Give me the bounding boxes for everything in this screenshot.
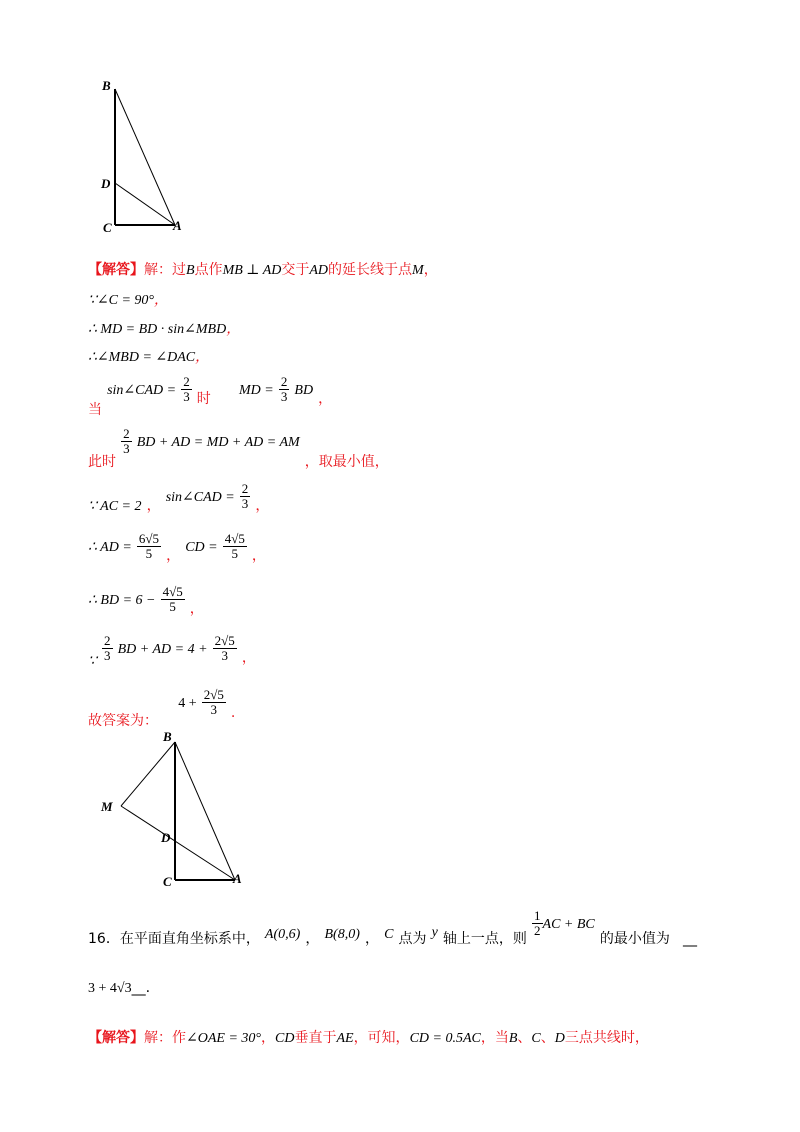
label-D: D <box>161 830 171 845</box>
line-ac: ∵ AC = 2 ， sin∠CAD = $\frac{2}{3}$ ， <box>88 481 270 514</box>
solution-1-header: 【解答】解：过B点作MB ⊥ AD交于AD的延长线于点M， <box>88 262 438 278</box>
solution-2: 【解答】解：作∠OAE = 30°，CD垂直于AE，可知，CD = 0.5AC，当B、C、D三点共线时， <box>88 1030 649 1046</box>
label-B: B <box>102 78 111 93</box>
label-B: B <box>163 729 172 744</box>
line-at-this-time: 此时 $\frac{2}{3}$ BD + AD = MD + AD = AM ，取最小值， <box>88 426 389 470</box>
label-D: D <box>101 176 111 191</box>
line-angle-c: ∵∠C = 90°， <box>88 292 169 308</box>
line-mbd: ∴∠MBD = ∠DAC， <box>88 349 210 365</box>
question-16: 16．在平面直角坐标系中， A(0,6) ， B(8,0) ， C 点为 y 轴上一点，则 $\frac{1}{2}$ AC + BC 的最小值为 __ <box>88 908 697 947</box>
label-M: M <box>101 799 113 814</box>
triangle-figure-1 <box>95 75 205 240</box>
answer-tag: 【解答】 <box>88 1030 144 1046</box>
line-sum: ∵ $\frac{2}{3}$ BD + AD = 4 + $\frac{2√5}{3}$ ， <box>88 633 256 669</box>
label-C: C <box>103 220 112 235</box>
answer-tag: 【解答】 <box>88 262 144 278</box>
line-md: ∴ MD = BD · sin∠MBD， <box>88 321 241 337</box>
label-A: A <box>233 871 242 886</box>
label-A: A <box>173 218 182 233</box>
line-when-sin: 当 sin∠CAD = $\frac{2}{3}$ 时 MD = $\frac{2}{3}$ BD ， <box>88 374 333 418</box>
question-16-answer: 3 + 4√3__. <box>88 980 151 996</box>
line-final-answer: 故答案为： 4 + $\frac{2√5}{3}$ . <box>88 687 236 729</box>
triangle-figure-2 <box>95 728 265 893</box>
line-ad-cd: ∴ AD = $\frac{6√5}{5}$ ， CD = $\frac{4√5}{5}$ ， <box>88 531 266 564</box>
line-bd: ∴ BD = 6 − $\frac{4√5}{5}$ ， <box>88 584 204 617</box>
label-C: C <box>163 874 172 889</box>
